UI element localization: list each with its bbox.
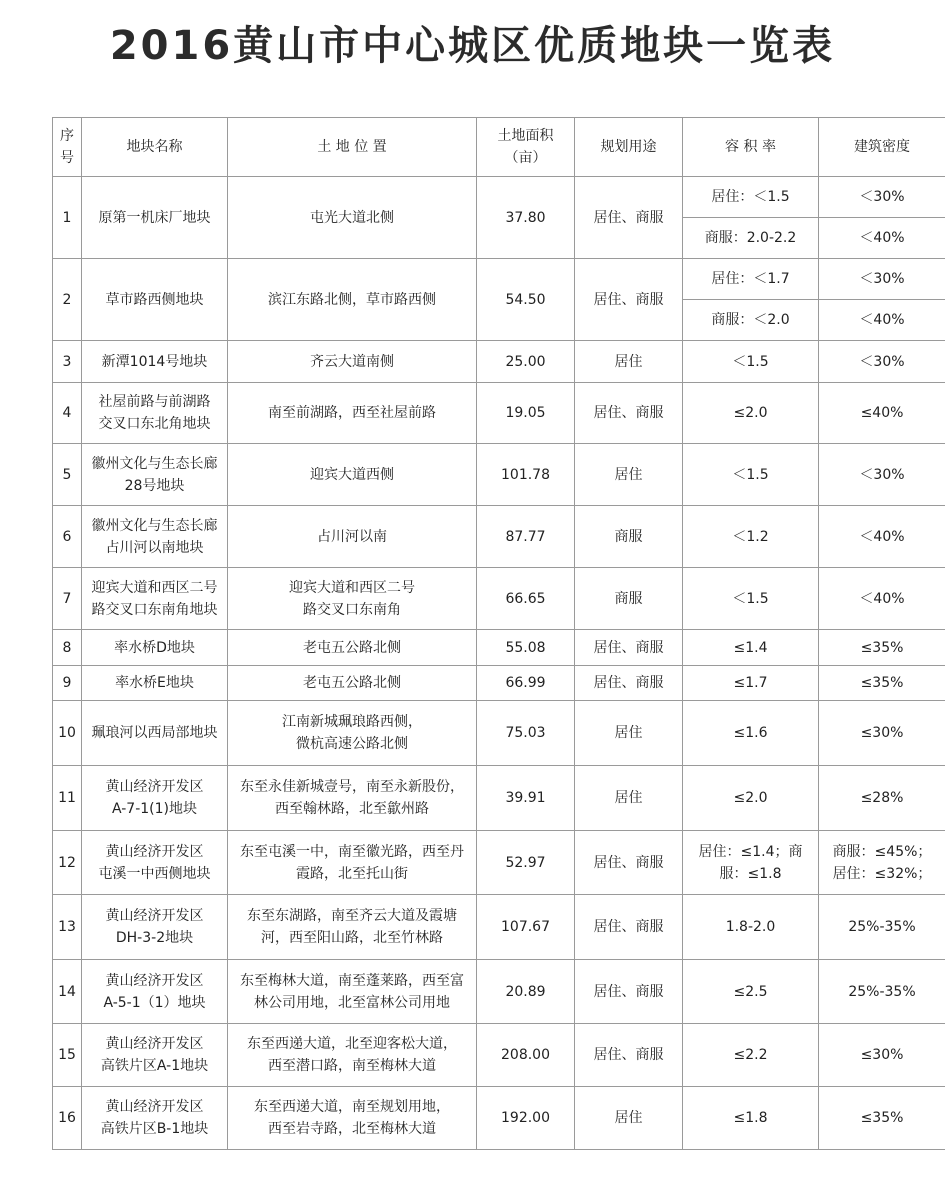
- cell-seq: 3: [53, 341, 82, 383]
- table-row: [53, 630, 945, 666]
- cell-area: 192.00: [477, 1087, 575, 1150]
- cell-seq: 1: [53, 177, 82, 259]
- cell-seq: 15: [53, 1024, 82, 1087]
- cell-density: ≤30%: [819, 1024, 945, 1087]
- cell-location: 东至西递大道，南至规划用地， 西至岩寺路，北至梅林大道: [228, 1087, 477, 1150]
- cell-area: 208.00: [477, 1024, 575, 1087]
- cell-far: ＜1.5: [683, 341, 819, 383]
- cell-name: 黄山经济开发区 高铁片区B-1地块: [82, 1087, 228, 1150]
- table-row: [53, 341, 945, 383]
- cell-use: 居住、商服: [575, 259, 683, 341]
- cell-location: 齐云大道南侧: [228, 341, 477, 383]
- cell-far: ＜1.5: [683, 444, 819, 506]
- cell-use: 居住、商服: [575, 666, 683, 701]
- cell-far: ≤1.6: [683, 701, 819, 766]
- cell-name: 新潭1014号地块: [82, 341, 228, 383]
- cell-density: ＜40%: [819, 568, 945, 630]
- table-row: [53, 895, 945, 960]
- header-name: 地块名称: [82, 118, 228, 177]
- cell-area: 19.05: [477, 383, 575, 444]
- table-row: [53, 766, 945, 831]
- table-row: [53, 506, 945, 568]
- page-title: 2016黄山市中心城区优质地块一览表: [109, 23, 836, 69]
- header-density: 建筑密度: [819, 118, 945, 177]
- table-row: [53, 960, 945, 1024]
- cell-location: 东至屯溪一中，南至徽光路，西至丹 霞路，北至托山街: [228, 831, 477, 895]
- cell-seq: 2: [53, 259, 82, 341]
- table-row: [53, 1024, 945, 1087]
- cell-name: 徽州文化与生态长廊 28号地块: [82, 444, 228, 506]
- table-row: [53, 177, 945, 218]
- header-area: 土地面积 （亩）: [477, 118, 575, 177]
- cell-name: 原第一机床厂地块: [82, 177, 228, 259]
- header-seq: 序 号: [53, 118, 82, 177]
- cell-use: 居住: [575, 701, 683, 766]
- land-parcel-table: [52, 117, 945, 1150]
- cell-far: 1.8-2.0: [683, 895, 819, 960]
- cell-area: 52.97: [477, 831, 575, 895]
- cell-location: 滨江东路北侧，草市路西侧: [228, 259, 477, 341]
- cell-seq: 13: [53, 895, 82, 960]
- cell-area: 75.03: [477, 701, 575, 766]
- cell-seq: 7: [53, 568, 82, 630]
- cell-far: 商服：＜2.0: [683, 300, 819, 341]
- cell-use: 居住、商服: [575, 895, 683, 960]
- cell-name: 社屋前路与前湖路 交叉口东北角地块: [82, 383, 228, 444]
- cell-use: 居住: [575, 766, 683, 831]
- cell-use: 居住: [575, 341, 683, 383]
- table-row: [53, 568, 945, 630]
- table-row: [53, 444, 945, 506]
- cell-use: 居住、商服: [575, 630, 683, 666]
- cell-density: ＜40%: [819, 300, 945, 341]
- cell-use: 商服: [575, 506, 683, 568]
- cell-density: ＜30%: [819, 177, 945, 218]
- cell-name: 珮琅河以西局部地块: [82, 701, 228, 766]
- cell-name: 草市路西侧地块: [82, 259, 228, 341]
- cell-area: 101.78: [477, 444, 575, 506]
- cell-density: ≤35%: [819, 666, 945, 701]
- cell-name: 率水桥D地块: [82, 630, 228, 666]
- cell-far: ＜1.5: [683, 568, 819, 630]
- cell-name: 黄山经济开发区 DH-3-2地块: [82, 895, 228, 960]
- cell-area: 25.00: [477, 341, 575, 383]
- cell-location: 东至西递大道，北至迎客松大道， 西至潜口路，南至梅林大道: [228, 1024, 477, 1087]
- cell-location: 东至永佳新城壹号，南至永新股份， 西至翰林路，北至歙州路: [228, 766, 477, 831]
- cell-seq: 14: [53, 960, 82, 1024]
- cell-use: 居住、商服: [575, 831, 683, 895]
- cell-far: 居住：＜1.7: [683, 259, 819, 300]
- cell-area: 55.08: [477, 630, 575, 666]
- cell-use: 居住: [575, 444, 683, 506]
- cell-use: 商服: [575, 568, 683, 630]
- cell-far: 居住：≤1.4；商 服：≤1.8: [683, 831, 819, 895]
- cell-density: ≤40%: [819, 383, 945, 444]
- cell-name: 徽州文化与生态长廊 占川河以南地块: [82, 506, 228, 568]
- table-row: [53, 383, 945, 444]
- cell-name: 黄山经济开发区 A-5-1（1）地块: [82, 960, 228, 1024]
- cell-location: 江南新城珮琅路西侧， 微杭高速公路北侧: [228, 701, 477, 766]
- cell-seq: 4: [53, 383, 82, 444]
- table-row: [53, 831, 945, 895]
- cell-name: 率水桥E地块: [82, 666, 228, 701]
- cell-density: 商服：≤45%； 居住：≤32%；: [819, 831, 945, 895]
- cell-seq: 16: [53, 1087, 82, 1150]
- table-row: [53, 259, 945, 300]
- cell-use: 居住、商服: [575, 1024, 683, 1087]
- cell-density: ＜40%: [819, 506, 945, 568]
- cell-location: 东至东湖路，南至齐云大道及霞塘 河，西至阳山路，北至竹林路: [228, 895, 477, 960]
- cell-seq: 5: [53, 444, 82, 506]
- header-use: 规划用途: [575, 118, 683, 177]
- header-far: 容 积 率: [683, 118, 819, 177]
- cell-density: ＜30%: [819, 444, 945, 506]
- cell-seq: 9: [53, 666, 82, 701]
- cell-far: ≤1.4: [683, 630, 819, 666]
- cell-area: 54.50: [477, 259, 575, 341]
- cell-seq: 8: [53, 630, 82, 666]
- cell-location: 迎宾大道西侧: [228, 444, 477, 506]
- cell-location: 屯光大道北侧: [228, 177, 477, 259]
- cell-use: 居住、商服: [575, 960, 683, 1024]
- cell-area: 66.99: [477, 666, 575, 701]
- cell-far: 商服：2.0-2.2: [683, 218, 819, 259]
- cell-density: ＜40%: [819, 218, 945, 259]
- cell-use: 居住: [575, 1087, 683, 1150]
- cell-density: 25%-35%: [819, 960, 945, 1024]
- header-row: [53, 118, 945, 177]
- cell-location: 东至梅林大道，南至蓬莱路，西至富 林公司用地，北至富林公司用地: [228, 960, 477, 1024]
- table-row: [53, 1087, 945, 1150]
- cell-area: 20.89: [477, 960, 575, 1024]
- cell-name: 黄山经济开发区 屯溪一中西侧地块: [82, 831, 228, 895]
- cell-seq: 6: [53, 506, 82, 568]
- cell-area: 39.91: [477, 766, 575, 831]
- cell-far: ≤2.0: [683, 383, 819, 444]
- cell-use: 居住、商服: [575, 177, 683, 259]
- cell-seq: 11: [53, 766, 82, 831]
- cell-far: ≤1.8: [683, 1087, 819, 1150]
- cell-density: 25%-35%: [819, 895, 945, 960]
- cell-density: ≤30%: [819, 701, 945, 766]
- cell-area: 87.77: [477, 506, 575, 568]
- cell-location: 老屯五公路北侧: [228, 666, 477, 701]
- cell-seq: 12: [53, 831, 82, 895]
- cell-location: 占川河以南: [228, 506, 477, 568]
- cell-density: ≤28%: [819, 766, 945, 831]
- cell-name: 迎宾大道和西区二号 路交叉口东南角地块: [82, 568, 228, 630]
- cell-density: ＜30%: [819, 259, 945, 300]
- header-location: 土 地 位 置: [228, 118, 477, 177]
- cell-density: ＜30%: [819, 341, 945, 383]
- cell-area: 107.67: [477, 895, 575, 960]
- cell-location: 南至前湖路，西至社屋前路: [228, 383, 477, 444]
- cell-far: 居住：＜1.5: [683, 177, 819, 218]
- cell-area: 37.80: [477, 177, 575, 259]
- cell-far: ≤2.5: [683, 960, 819, 1024]
- cell-location: 老屯五公路北侧: [228, 630, 477, 666]
- cell-use: 居住、商服: [575, 383, 683, 444]
- cell-density: ≤35%: [819, 630, 945, 666]
- cell-name: 黄山经济开发区 高铁片区A-1地块: [82, 1024, 228, 1087]
- cell-density: ≤35%: [819, 1087, 945, 1150]
- cell-name: 黄山经济开发区 A-7-1(1)地块: [82, 766, 228, 831]
- table-row: [53, 666, 945, 701]
- cell-area: 66.65: [477, 568, 575, 630]
- cell-far: ＜1.2: [683, 506, 819, 568]
- cell-far: ≤2.2: [683, 1024, 819, 1087]
- table-row: [53, 701, 945, 766]
- cell-far: ≤2.0: [683, 766, 819, 831]
- cell-seq: 10: [53, 701, 82, 766]
- cell-far: ≤1.7: [683, 666, 819, 701]
- cell-location: 迎宾大道和西区二号 路交叉口东南角: [228, 568, 477, 630]
